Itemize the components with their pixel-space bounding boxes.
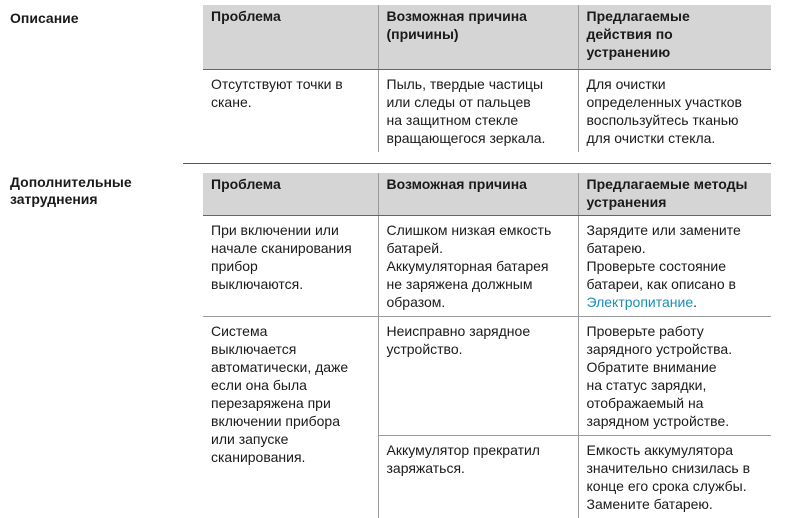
header-cause: Возможная причина (причины) <box>378 5 578 70</box>
troubleshooting-table-additional <box>203 173 771 518</box>
table-row <box>203 317 771 436</box>
cell-action: Зарядите или замените батарею. Проверьте состояние батареи, как описано в Электропитание. <box>578 216 771 317</box>
header-cause: Возможная причина <box>378 173 578 216</box>
table-row <box>203 70 771 153</box>
cell-action: Проверьте работу зарядного устройства. Обратите внимание на статус зарядки, отображаемый на зарядном устройстве. <box>578 317 771 436</box>
header-action: Предлагаемые методы устранения <box>578 173 771 216</box>
table-header-row <box>203 5 771 70</box>
section-label-additional-issues: Дополнительные затруднения <box>10 174 132 208</box>
cell-action: Для очистки определенных участков воспользуйтесь тканью для очистки стекла. <box>578 70 771 153</box>
cell-action: Емкость аккумулятора значительно снизилась в конце его срока службы. Замените батарею. <box>578 436 771 518</box>
cell-problem: Система выключается автоматически, даже если она была перезаряжена при включении прибора или запуске сканирования. <box>203 317 378 518</box>
header-action: Предлагаемые действия по устранению <box>578 5 771 70</box>
cell-problem: При включении или начале сканирования прибор выключаются. <box>203 216 378 317</box>
cell-problem: Отсутствуют точки в скане. <box>203 70 378 153</box>
section-divider <box>183 163 771 164</box>
power-supply-link[interactable]: Электропитание <box>587 294 694 310</box>
troubleshooting-table-main <box>203 5 771 152</box>
section-label-description: Описание <box>10 10 79 27</box>
table-header-row <box>203 173 771 216</box>
table-row <box>203 216 771 317</box>
cell-cause: Пыль, твердые частицы или следы от пальцев на защитном стекле вращающегося зеркала. <box>378 70 578 153</box>
cell-cause: Слишком низкая емкость батарей. Аккумуляторная батарея не заряжена должным образом. <box>378 216 578 317</box>
cell-cause: Неисправно зарядное устройство. <box>378 317 578 436</box>
header-problem: Проблема <box>203 173 378 216</box>
header-problem: Проблема <box>203 5 378 70</box>
cell-cause: Аккумулятор прекратил заряжаться. <box>378 436 578 518</box>
